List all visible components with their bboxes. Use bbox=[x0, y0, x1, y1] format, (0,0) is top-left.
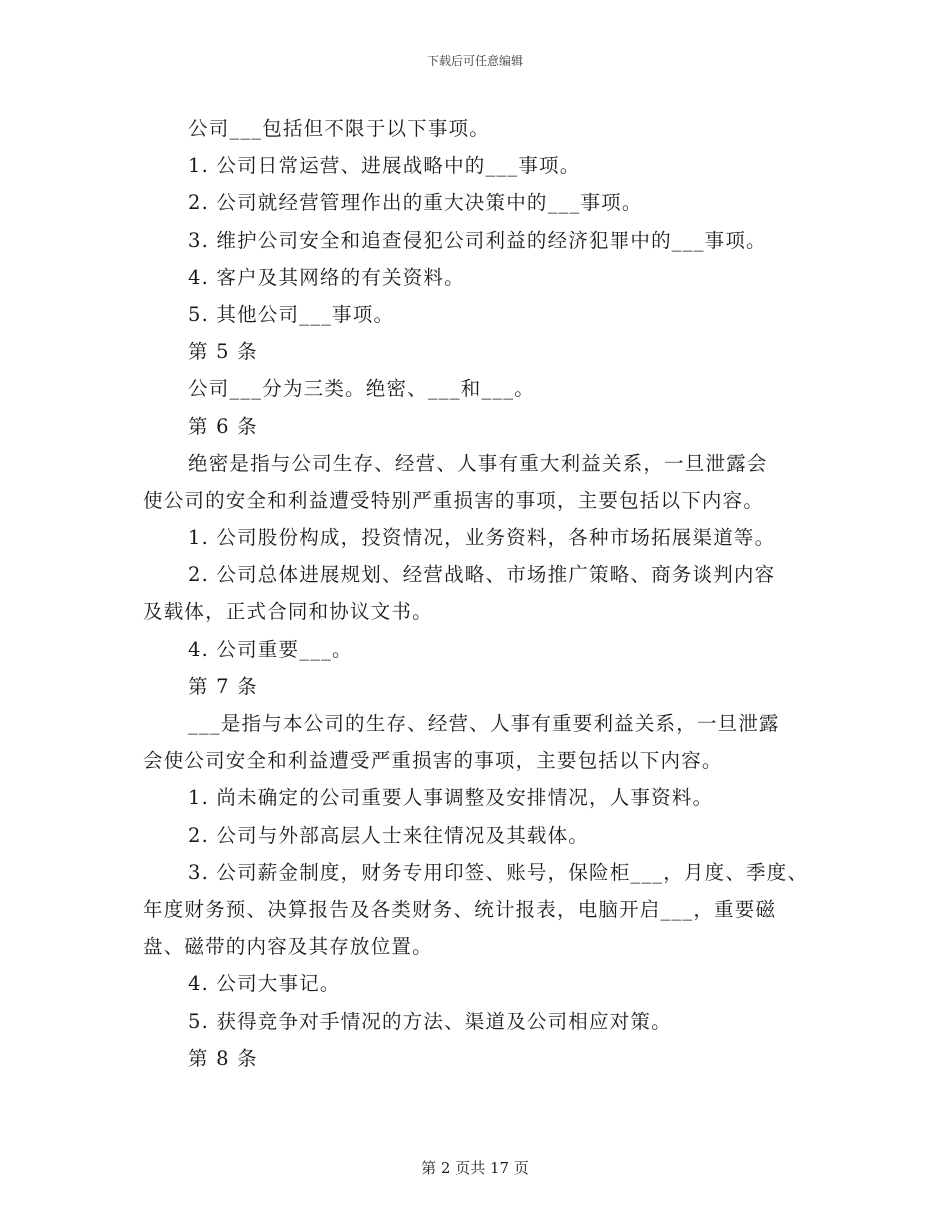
list-item: 1. 尚未确定的公司重要人事调整及安排情况，人事资料。 bbox=[188, 786, 714, 810]
article-heading: 第 7 条 bbox=[188, 674, 258, 698]
paragraph-line: 及载体，正式合同和协议文书。 bbox=[143, 600, 433, 624]
paragraph-line: 公司___包括但不限于以下事项。 bbox=[188, 117, 490, 140]
article-heading: 第 6 条 bbox=[188, 414, 258, 438]
paragraph-line: 会使公司安全和利益遭受严重损害的事项，主要包括以下内容。 bbox=[143, 749, 723, 773]
list-item: 4. 客户及其网络的有关资料。 bbox=[188, 265, 465, 289]
paragraph-line: 绝密是指与公司生存、经营、人事有重大利益关系，一旦泄露会 bbox=[188, 451, 768, 475]
article-heading: 第 5 条 bbox=[188, 340, 258, 364]
list-item: 1. 公司日常运营、进展战略中的___事项。 bbox=[188, 154, 581, 178]
paragraph-line: 盘、磁带的内容及其存放位置。 bbox=[143, 935, 433, 959]
document-body bbox=[143, 110, 813, 1077]
page-header-note: 下载后可任意编辑 bbox=[426, 54, 523, 68]
paragraph-line: 年度财务预、决算报告及各类财务、统计报表，电脑开启___，重要磁 bbox=[143, 897, 777, 921]
list-item: 3. 维护公司安全和追查侵犯公司利益的经济犯罪中的___事项。 bbox=[188, 228, 767, 252]
list-item: 2. 公司总体进展规划、经营战略、市场推广策略、商务谈判内容 bbox=[188, 563, 776, 587]
paragraph-line: 使公司的安全和利益遭受特别严重损害的事项，主要包括以下内容。 bbox=[143, 488, 765, 512]
list-item: 2. 公司与外部高层人士来往情况及其载体。 bbox=[188, 823, 590, 847]
page-number-footer: 第 2 页共 17 页 bbox=[421, 1159, 529, 1177]
list-item: 3. 公司薪金制度，财务专用印签、账号，保险柜___，月度、季度、 bbox=[188, 860, 809, 884]
list-item: 2. 公司就经营管理作出的重大决策中的___事项。 bbox=[188, 191, 643, 215]
list-item: 5. 其他公司___事项。 bbox=[188, 302, 395, 326]
list-item: 4. 公司重要___。 bbox=[188, 637, 353, 661]
list-item: 4. 公司大事记。 bbox=[188, 972, 341, 996]
paragraph-line: ___是指与本公司的生存、经营、人事有重要利益关系，一旦泄露 bbox=[188, 712, 780, 735]
list-item: 1. 公司股份构成，投资情况，业务资料，各种市场拓展渠道等。 bbox=[188, 526, 776, 550]
list-item: 5. 获得竞争对手情况的方法、渠道及公司相应对策。 bbox=[188, 1009, 672, 1033]
paragraph-line: 公司___分为三类。绝密、___和___。 bbox=[188, 377, 535, 401]
article-heading: 第 8 条 bbox=[188, 1046, 258, 1070]
